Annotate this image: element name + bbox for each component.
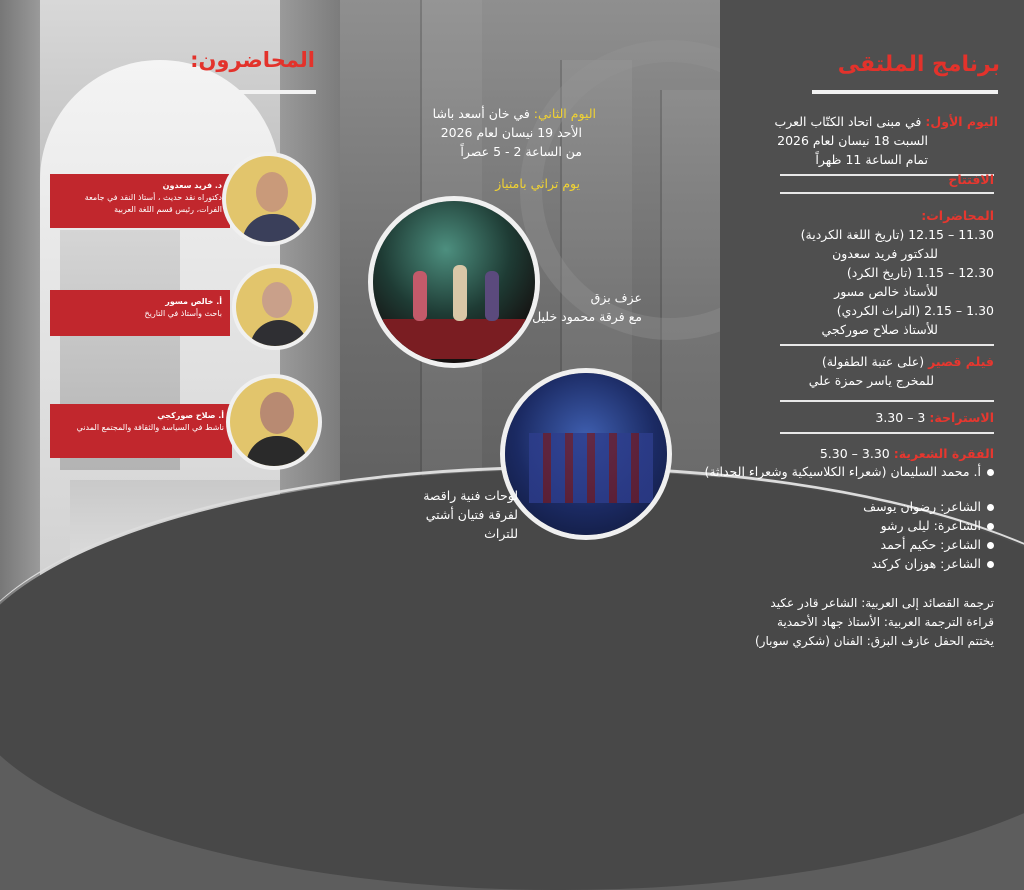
lecture3-topic: (التراث الكردي) [836, 303, 921, 318]
poetry-block [680, 444, 994, 463]
lecture2-time: 12.30 – 1.15 [916, 265, 994, 280]
break-block [820, 408, 994, 427]
film-by: للمخرج ياسر حمزة علي [808, 373, 934, 388]
day2-time: من الساعة 2 - 5 عصراً [460, 144, 582, 159]
shoulders [242, 214, 304, 246]
day1-block [700, 112, 998, 169]
day2-label: اليوم الثاني: [533, 106, 596, 121]
lecture2-by: للأستاذ خالص مسور [834, 284, 938, 299]
dance-photo [500, 368, 672, 540]
day2-theme: يوم تراثي بامتياز [495, 176, 580, 191]
speaker-portrait [222, 152, 316, 246]
speaker-card [50, 174, 230, 228]
closing-block [660, 594, 994, 651]
speaker-name: أ. صلاح صوركجي [157, 411, 224, 420]
speaker-portrait [232, 264, 318, 350]
bullet-icon [987, 504, 994, 511]
day1-label: اليوم الأول: [925, 114, 998, 129]
poetry-time: 3.30 – 5.30 [819, 446, 890, 461]
bullet-icon [987, 523, 994, 530]
lecture3-by: للأستاذ صلاح صوركجي [821, 322, 938, 337]
poet-name: الشاعر: رضوان يوسف [863, 499, 981, 514]
lecture2-topic: (تاريخ الكرد) [846, 265, 913, 280]
reading-line: قراءة الترجمة العربية: الأستاذ جهاد الأحمدية [777, 615, 994, 629]
speaker-bio: ناشط في السياسة والثقافة والمجتمع المدني [76, 423, 224, 432]
day2-place: في خان أسعد باشا [432, 106, 530, 121]
program-title-rule [812, 90, 998, 94]
speaker-card [50, 290, 230, 336]
divider [780, 400, 994, 402]
bullet-icon [987, 561, 994, 568]
musician [413, 271, 427, 321]
speakers-title-rule [150, 90, 316, 94]
buzuq-photo [368, 196, 540, 368]
day1-date: السبت 18 نيسان لعام 2026 [777, 133, 928, 148]
caption2-line2: لفرقة فتيان أشتي للتراث [425, 507, 518, 541]
speaker-bio: دكتوراه نقد حديث ، أستاذ النقد في جامعة الفرات، رئيس قسم اللغة العربية [84, 193, 222, 214]
face [256, 172, 288, 212]
divider [780, 344, 994, 346]
poet-name: الشاعر: حكيم أحمد [880, 537, 981, 552]
face [262, 282, 292, 318]
poet-name: الشاعرة: ليلى رشو [880, 518, 981, 533]
stage-carpet [383, 319, 533, 359]
opening-label: الافتتاح [948, 172, 994, 187]
buzuq-caption [520, 288, 642, 326]
speakers-title: المحاضرون: [190, 48, 315, 72]
day2-date: الأحد 19 نيسان لعام 2026 [440, 125, 582, 140]
caption2-line1: لوحات فنية راقصة [423, 488, 518, 503]
face [260, 392, 294, 434]
film-title: (على عتبة الطفولة) [821, 354, 925, 369]
speaker-bio: باحث وأستاذ في التاريخ [144, 309, 222, 318]
day1-time: تمام الساعة 11 ظهراً [815, 152, 928, 167]
caption1-line2: مع فرقة محمود خليل [532, 309, 642, 324]
lecture1-topic: (تاريخ اللغة الكردية) [800, 227, 905, 242]
program-title: برنامج الملتقى [837, 52, 1000, 77]
film-label: فيلم قصير [928, 354, 994, 369]
day1-place: في مبنى اتحاد الكتّاب العرب [774, 114, 922, 129]
poet-name: أ. محمد السليمان (شعراء الكلاسيكية وشعراء الحداثة) [704, 464, 981, 479]
shoulders [246, 436, 308, 470]
poetry-label: الفقرة الشعرية: [893, 446, 994, 461]
bullet-icon [987, 542, 994, 549]
musician [453, 265, 467, 321]
divider [780, 432, 994, 434]
lecture3-time: 1.30 – 2.15 [924, 303, 994, 318]
arch-stone-left [0, 0, 40, 620]
lecture1-by: للدكتور فريد سعدون [832, 246, 938, 261]
day2-block [400, 104, 596, 161]
shoulders [250, 320, 308, 350]
poet-name: الشاعر: هوزان كركند [871, 556, 981, 571]
lectures-label: المحاضرات: [921, 208, 994, 223]
break-label: الاستراحة: [929, 410, 994, 425]
poet-item [600, 535, 994, 554]
divider [780, 192, 994, 194]
bullet-icon [987, 469, 994, 476]
musician [485, 271, 499, 321]
dancers [529, 433, 653, 503]
film-block [760, 352, 994, 390]
poet-item [600, 554, 994, 573]
speaker-card [50, 404, 232, 458]
caption1-line1: عزف بزق [590, 290, 642, 305]
translation-line: ترجمة القصائد إلى العربية: الشاعر قادر عكيد [770, 596, 994, 610]
speaker-portrait [226, 374, 322, 470]
lecture1-time: 11.30 – 12.15 [908, 227, 994, 242]
dance-caption [390, 486, 518, 543]
speaker-name: د. فريد سعدون [162, 181, 222, 190]
closing-line: يختتم الحفل عازف البزق: الفنان (شكري سوبار) [755, 634, 994, 648]
lectures-block [740, 206, 994, 339]
speaker-name: أ. خالص مسور [165, 297, 222, 306]
break-time: 3 – 3.30 [875, 410, 926, 425]
